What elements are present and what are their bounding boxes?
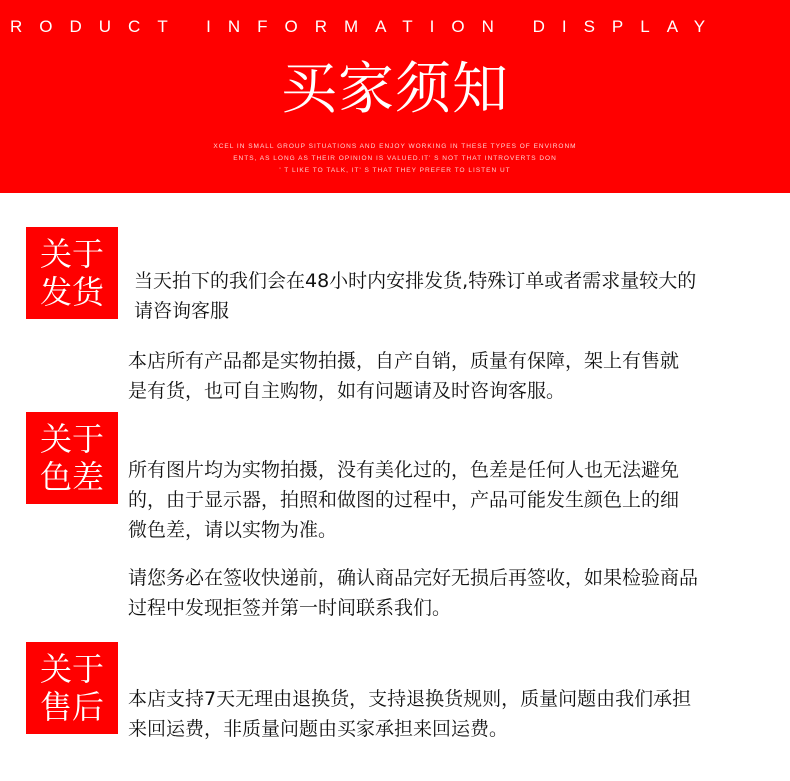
color-diff-paragraph-2: 请您务必在签收快递前，确认商品完好无损后再签收，如果检验商品 过程中发现拒签并第一时间联系我们。	[128, 567, 699, 619]
shipping-label-line1: 关于	[39, 235, 104, 273]
page-title: 买家须知	[281, 57, 509, 122]
banner-subtitle	[145, 141, 645, 177]
shipping-paragraph-1: 当天拍下的我们会在48小时内安排发货,特殊订单或者需求量较大的 请咨询客服	[134, 270, 697, 322]
shipping-label-line2: 发货	[39, 273, 104, 311]
color-diff-label-line1: 关于	[39, 420, 104, 458]
banner-subtitle-line: ' T LIKE TO TALK, IT' S THAT THEY PREFER TO LISTEN UT	[279, 167, 511, 174]
header-banner	[0, 0, 790, 193]
after-sales-label-line1: 关于	[39, 650, 104, 688]
color-diff-label-line2: 色差	[39, 458, 104, 496]
shipping-label-box	[26, 227, 118, 319]
banner-subtitle-line: ENTS, AS LONG AS THEIR OPINION IS VALUED.IT' S NOT THAT INTROVERTS DON	[233, 155, 557, 162]
color-diff-label-box	[26, 412, 118, 504]
color-diff-paragraph-1: 所有图片均为实物拍摄，没有美化过的，色差是任何人也无法避免 的，由于显示器，拍照和做图的过程中，产品可能发生颜色上的细 微色差，请以实物为准。	[128, 459, 680, 541]
after-sales-label-line2: 售后	[39, 688, 104, 726]
banner-top-text	[0, 17, 790, 43]
banner-subtitle-line: XCEL IN SMALL GROUP SITUATIONS AND ENJOY WORKING IN THESE TYPES OF ENVIRONM	[213, 143, 577, 150]
banner-top-label: RODUCT INFORMATION DISPLAY	[10, 17, 723, 36]
after-sales-paragraph-1: 本店支持7天无理由退换货，支持退换货规则，质量问题由我们承担 来回运费，非质量问题由买家承担来回运费。	[128, 688, 692, 740]
after-sales-label-box	[26, 642, 118, 734]
shipping-paragraph-2: 本店所有产品都是实物拍摄，自产自销，质量有保障，架上有售就 是有货，也可自主购物，如有问题请及时咨询客服。	[128, 350, 680, 402]
